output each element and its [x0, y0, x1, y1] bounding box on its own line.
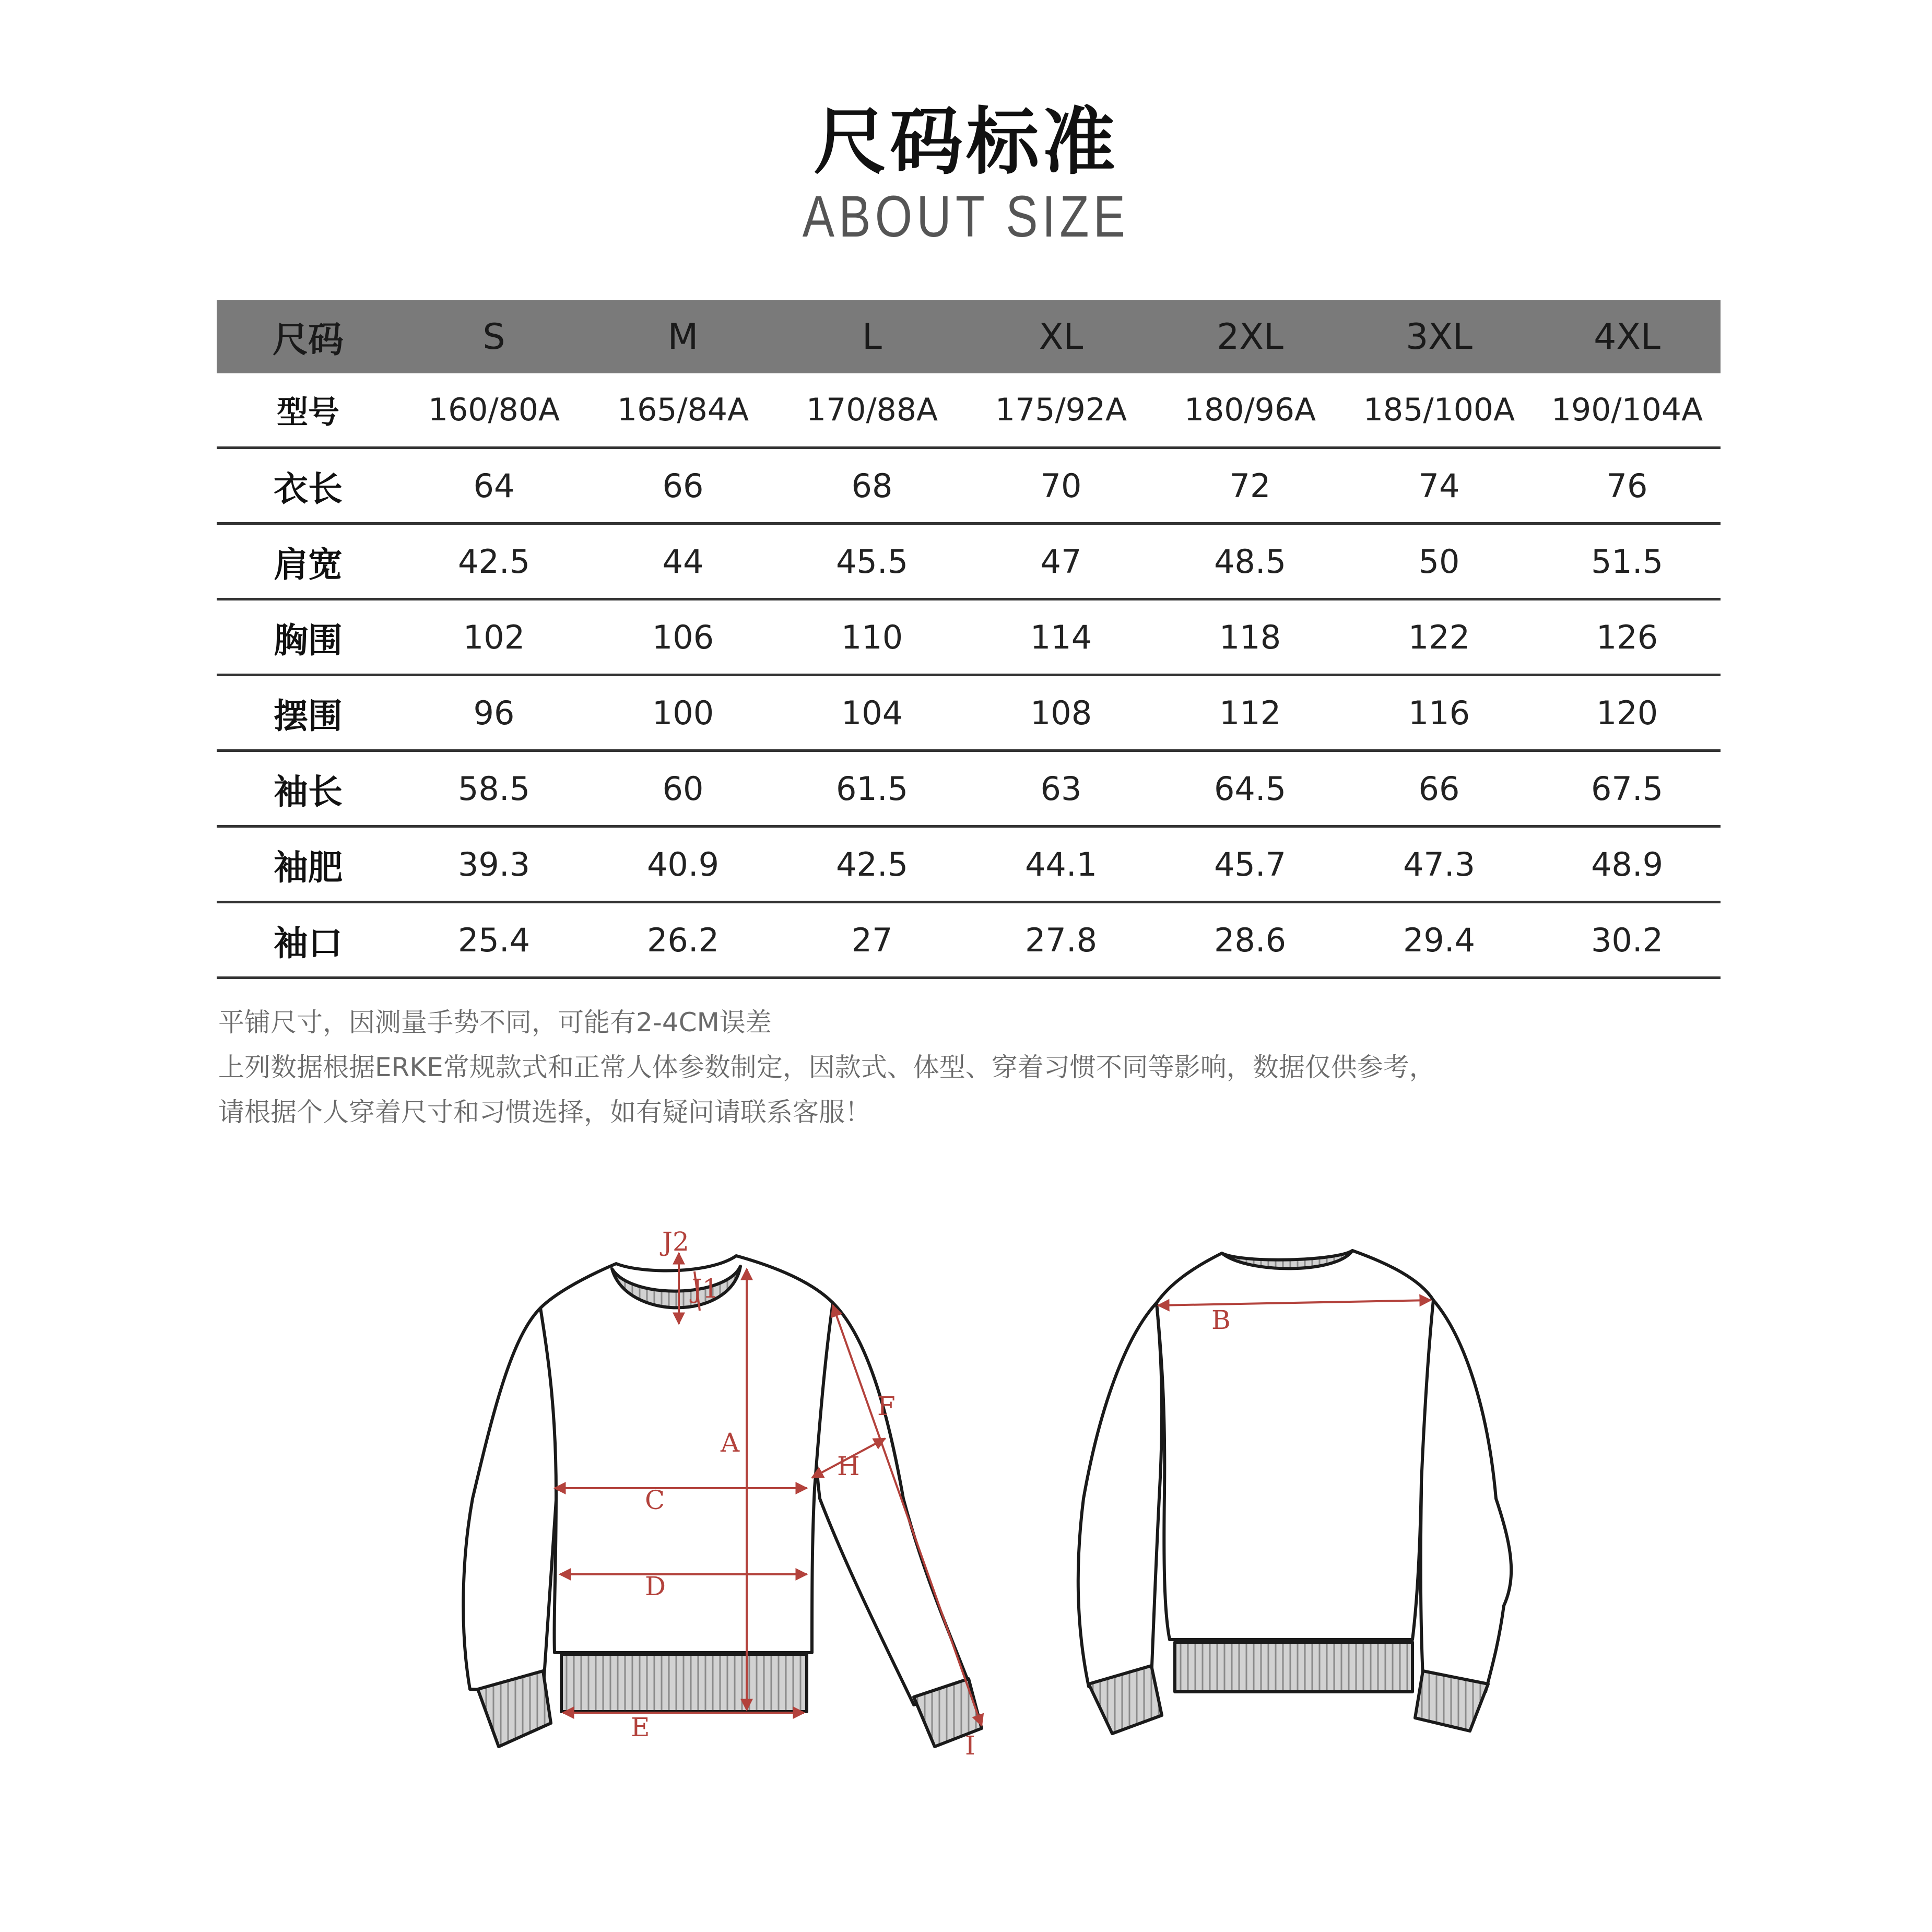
- table-cell: 48.5: [1156, 524, 1345, 599]
- table-cell: 27.8: [967, 902, 1156, 978]
- back-body: [1157, 1251, 1433, 1640]
- table-cell: 76: [1534, 448, 1721, 524]
- table-cell: 68: [777, 448, 967, 524]
- label-b: B: [1211, 1305, 1231, 1335]
- label-e: E: [631, 1712, 650, 1742]
- table-cell: 42.5: [777, 827, 967, 902]
- table-cell: 175/92A: [967, 373, 1156, 448]
- row-label: 袖肥: [217, 827, 399, 902]
- table-cell: 48.9: [1534, 827, 1721, 902]
- label-j2: J2: [662, 1227, 689, 1257]
- back-hem-rib: [1175, 1642, 1412, 1692]
- table-cell: 30.2: [1534, 902, 1721, 978]
- table-cell: 42.5: [399, 524, 588, 599]
- table-cell: 74: [1345, 448, 1534, 524]
- page-title: 尺码标准: [813, 100, 1118, 185]
- table-cell: 190/104A: [1534, 373, 1721, 448]
- table-cell: 118: [1156, 599, 1345, 675]
- table-cell: 102: [399, 599, 588, 675]
- table-cell: 72: [1156, 448, 1345, 524]
- row-label: 胸围: [217, 599, 399, 675]
- table-cell: 47: [967, 524, 1156, 599]
- table-cell: 64: [399, 448, 588, 524]
- table-cell: 66: [588, 448, 777, 524]
- table-cell: 66: [1345, 751, 1534, 827]
- table-cell: 112: [1156, 675, 1345, 751]
- table-cell: 63: [967, 751, 1156, 827]
- front-sweater: [463, 1256, 982, 1747]
- label-f: F: [877, 1391, 896, 1421]
- table-cell: 61.5: [777, 751, 967, 827]
- label-a: A: [721, 1428, 740, 1458]
- size-header: S: [482, 316, 505, 358]
- label-i: I: [965, 1730, 975, 1761]
- table-cell: 114: [967, 599, 1156, 675]
- table-cell: 27: [777, 902, 967, 978]
- table-cell: 26.2: [588, 902, 777, 978]
- table-cell: 104: [777, 675, 967, 751]
- table-cell: 100: [588, 675, 777, 751]
- front-hem-rib: [561, 1654, 807, 1712]
- table-cell: 51.5: [1534, 524, 1721, 599]
- row-label: 摆围: [217, 675, 399, 751]
- label-d: D: [645, 1571, 666, 1601]
- table-cell: 180/96A: [1156, 373, 1345, 448]
- row-label: 肩宽: [217, 524, 399, 599]
- table-cell: 120: [1534, 675, 1721, 751]
- size-header: M: [667, 316, 699, 358]
- table-cell: 44.1: [967, 827, 1156, 902]
- table-cell: 116: [1345, 675, 1534, 751]
- table-cell: 29.4: [1345, 902, 1534, 978]
- table-cell: 170/88A: [777, 373, 967, 448]
- row-label: 衣长: [217, 448, 399, 524]
- table-cell: 45.5: [777, 524, 967, 599]
- table-cell: 126: [1534, 599, 1721, 675]
- table-cell: 96: [399, 675, 588, 751]
- table-cell: 47.3: [1345, 827, 1534, 902]
- size-header: 4XL: [1594, 316, 1660, 358]
- table-cell: 64.5: [1156, 751, 1345, 827]
- table-cell: 70: [967, 448, 1156, 524]
- back-left-sleeve: [1078, 1303, 1162, 1687]
- table-cell: 122: [1345, 599, 1534, 675]
- size-header: XL: [1039, 316, 1083, 358]
- row-label: 袖口: [217, 902, 399, 978]
- label-c: C: [645, 1485, 665, 1515]
- table-cell: 44: [588, 524, 777, 599]
- note-line: 平铺尺寸，因测量手势不同，可能有2-4CM误差: [218, 1007, 772, 1038]
- size-header: 2XL: [1217, 316, 1283, 358]
- table-cell: 39.3: [399, 827, 588, 902]
- label-h: H: [837, 1451, 860, 1481]
- row-label: 型号: [217, 373, 399, 448]
- table-cell: 60: [588, 751, 777, 827]
- back-sweater: [1078, 1251, 1511, 1734]
- front-right-sleeve: [816, 1303, 971, 1705]
- table-cell: 108: [967, 675, 1156, 751]
- table-cell: 45.7: [1156, 827, 1345, 902]
- front-left-sleeve: [463, 1308, 560, 1692]
- front-body: [540, 1256, 833, 1653]
- page-subtitle: ABOUT SIZE: [802, 184, 1130, 249]
- corner-label: 尺码: [272, 319, 344, 361]
- table-cell: 110: [777, 599, 967, 675]
- size-header: L: [862, 316, 882, 358]
- table-cell: 25.4: [399, 902, 588, 978]
- table-cell: 106: [588, 599, 777, 675]
- table-cell: 40.9: [588, 827, 777, 902]
- size-header: 3XL: [1406, 316, 1472, 358]
- table-cell: 50: [1345, 524, 1534, 599]
- note-line: 上列数据根据ERKE常规款式和正常人体参数制定，因款式、体型、穿着习惯不同等影响，数据仅供参考，: [218, 1052, 1435, 1082]
- back-right-sleeve: [1421, 1300, 1511, 1692]
- table-cell: 160/80A: [399, 373, 588, 448]
- table-cell: 165/84A: [588, 373, 777, 448]
- label-j1: J1: [692, 1274, 719, 1304]
- note-line: 请根据个人穿着尺寸和习惯选择，如有疑问请联系客服！: [218, 1097, 871, 1127]
- table-cell: 28.6: [1156, 902, 1345, 978]
- table-cell: 67.5: [1534, 751, 1721, 827]
- row-label: 袖长: [217, 751, 399, 827]
- table-cell: 58.5: [399, 751, 588, 827]
- table-cell: 185/100A: [1345, 373, 1534, 448]
